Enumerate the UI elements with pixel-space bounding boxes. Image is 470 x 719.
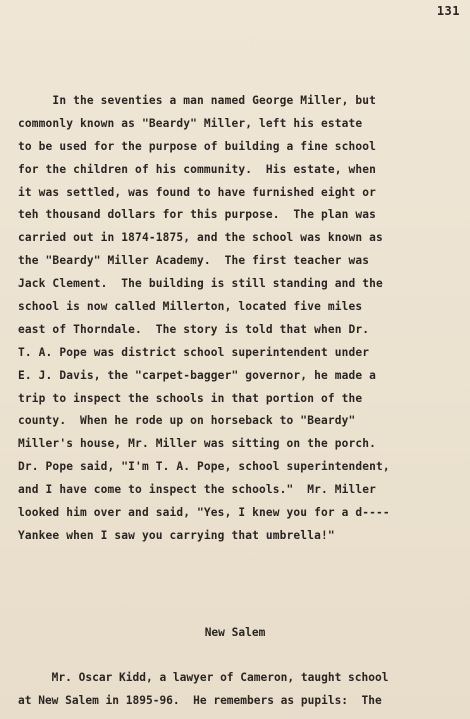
text-line: Yankee when I saw you carrying that umbrella!" [18, 528, 335, 542]
text-line: school is now called Millerton, located five miles [18, 300, 363, 314]
text-line: Jack Clement. The building is still standing and the [18, 277, 383, 291]
paragraph-academy [18, 90, 462, 548]
text-line: at New Salem in 1895-96. He remembers as pupils: The [18, 693, 382, 707]
text-line: to be used for the purpose of building a fine school [18, 139, 377, 153]
text-line: trip to inspect the schools in that portion of the [18, 391, 363, 405]
text-line: carried out in 1874-1875, and the school was known as [18, 231, 383, 245]
text-line: county. When he rode up on horseback to "Beardy" [18, 414, 356, 428]
text-line: Miller's house, Mr. Miller was sitting on the porch. [18, 437, 377, 451]
text-line: Mr. Oscar Kidd, a lawyer of Cameron, taught school [18, 671, 389, 684]
section-heading: New Salem [204, 626, 266, 639]
text-line: it was settled, was found to have furnished eight or [18, 185, 377, 199]
text-line: Dr. Pope said, "I'm T. A. Pope, school superintendent, [18, 460, 390, 474]
text-line: and I have come to inspect the schools." Mr. Miller [18, 483, 377, 497]
text-line: for the children of his community. His estate, when [18, 162, 377, 176]
page-number: 131 [436, 4, 460, 18]
text-line: teh thousand dollars for this purpose. The plan was [18, 208, 377, 222]
text-line: In the seventies a man named George Miller, but [18, 94, 377, 107]
text-line: T. A. Pope was district school superintendent under [18, 345, 370, 359]
text-line: the "Beardy" Miller Academy. The first teacher was [18, 254, 370, 268]
text-line: looked him over and said, "Yes, I knew you for a d---- [18, 506, 390, 520]
paragraph-new-salem [18, 666, 462, 712]
text-line: E. J. Davis, the "carpet-bagger" governor, he made a [18, 368, 377, 382]
text-line: commonly known as "Beardy" Miller, left his estate [18, 116, 363, 130]
text-line: east of Thorndale. The story is told that when Dr. [18, 322, 370, 336]
